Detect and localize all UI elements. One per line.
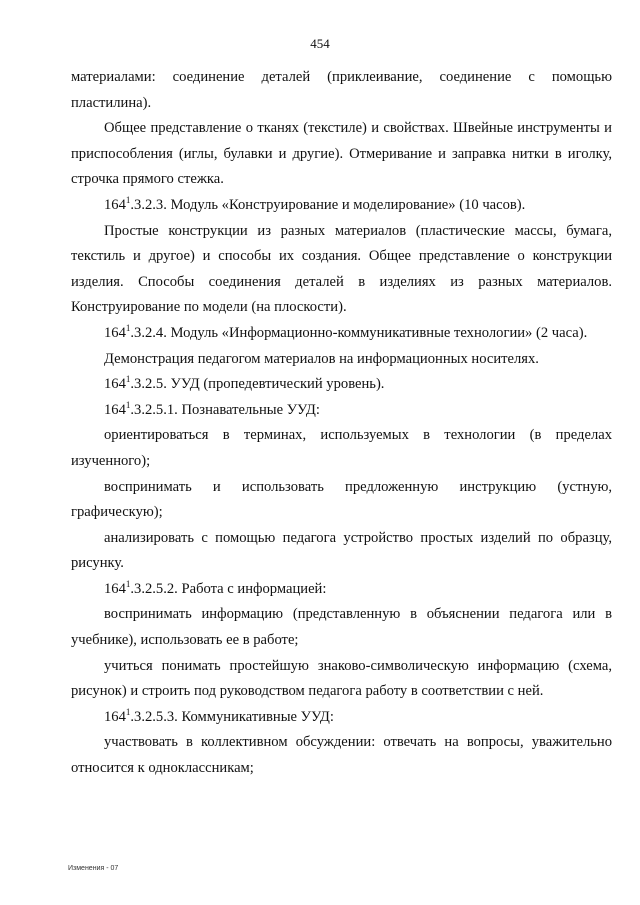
page-number: 454 — [310, 36, 330, 51]
section-number: 164 — [104, 376, 126, 393]
paragraph-text: материалами: соединение деталей (приклеивание, соединение с помощью пластилина). — [71, 69, 612, 111]
section-number-superscript: 1 — [125, 195, 131, 206]
section-number-superscript: 1 — [125, 706, 131, 717]
paragraph-text: Демонстрация педагогом материалов на информационных носителях. — [104, 350, 539, 367]
paragraph — [71, 347, 612, 373]
section-heading — [71, 577, 612, 603]
paragraph-text: воспринимать и использовать предложенную инструкцию (устную, графическую); — [71, 478, 612, 521]
paragraph-text: .3.2.5.2. Работа с информацией: — [130, 580, 327, 597]
section-number: 164 — [104, 580, 126, 597]
paragraph-text: .3.2.5.1. Познавательные УУД: — [130, 401, 320, 418]
paragraph — [71, 475, 612, 526]
paragraph — [71, 116, 612, 193]
section-number-superscript: 1 — [125, 399, 131, 410]
paragraph-text: Простые конструкции из разных материалов (пластические массы, бумага, текстиль и другое) и способы их создания. Общее представление о конструкции изделия. Способы соединения деталей в изделиях из разных материалов. Конструирование по модели (на плоскости). — [71, 222, 612, 316]
paragraph-text: воспринимать информацию (представленную в объяснении педагога или в учебнике), использовать ее в работе; — [71, 606, 612, 649]
footer-note: Изменения - 07 — [68, 865, 119, 872]
paragraph-text: ориентироваться в терминах, используемых в технологии (в пределах изученного); — [71, 427, 612, 469]
paragraph-text: .3.2.4. Модуль «Информационно-коммуникативные технологии» (2 часа). — [130, 324, 588, 341]
section-number-superscript: 1 — [125, 579, 131, 590]
section-heading — [71, 193, 612, 219]
paragraph-text: анализировать с помощью педагога устройство простых изделий по образцу, рисунку. — [71, 529, 612, 572]
section-number: 164 — [104, 708, 126, 725]
paragraph-text: учиться понимать простейшую знаково-символическую информацию (схема, рисунок) и строить под руководством педагога работу в соответствии с ней. — [71, 657, 612, 700]
paragraph — [71, 423, 612, 474]
section-heading — [71, 705, 612, 731]
paragraph-text: .3.2.5. УУД (пропедевтический уровень). — [130, 376, 385, 393]
paragraph — [71, 65, 612, 116]
paragraph-text: .3.2.3. Модуль «Конструирование и моделирование» (10 часов). — [130, 196, 526, 213]
section-heading — [71, 321, 612, 347]
paragraph-text: .3.2.5.3. Коммуникативные УУД: — [130, 708, 334, 725]
section-number: 164 — [104, 196, 126, 213]
paragraph-text: участвовать в коллективном обсуждении: отвечать на вопросы, уважительно относится к одноклассникам; — [71, 734, 612, 777]
paragraph — [71, 654, 612, 705]
section-number-superscript: 1 — [125, 323, 131, 334]
section-heading — [71, 398, 612, 424]
section-number: 164 — [104, 324, 126, 341]
section-number: 164 — [104, 401, 126, 418]
section-number-superscript: 1 — [125, 374, 131, 385]
paragraph — [71, 219, 612, 321]
paragraph — [71, 730, 612, 781]
section-heading — [71, 372, 612, 398]
paragraph — [71, 602, 612, 653]
paragraph-text: Общее представление о тканях (текстиле) и свойствах. Швейные инструменты и приспособления (иглы, булавки и другие). Отмеривание и заправка нитки в иголку, строчка прямого стежка. — [71, 120, 612, 188]
paragraph — [71, 526, 612, 577]
body-text — [71, 65, 612, 782]
